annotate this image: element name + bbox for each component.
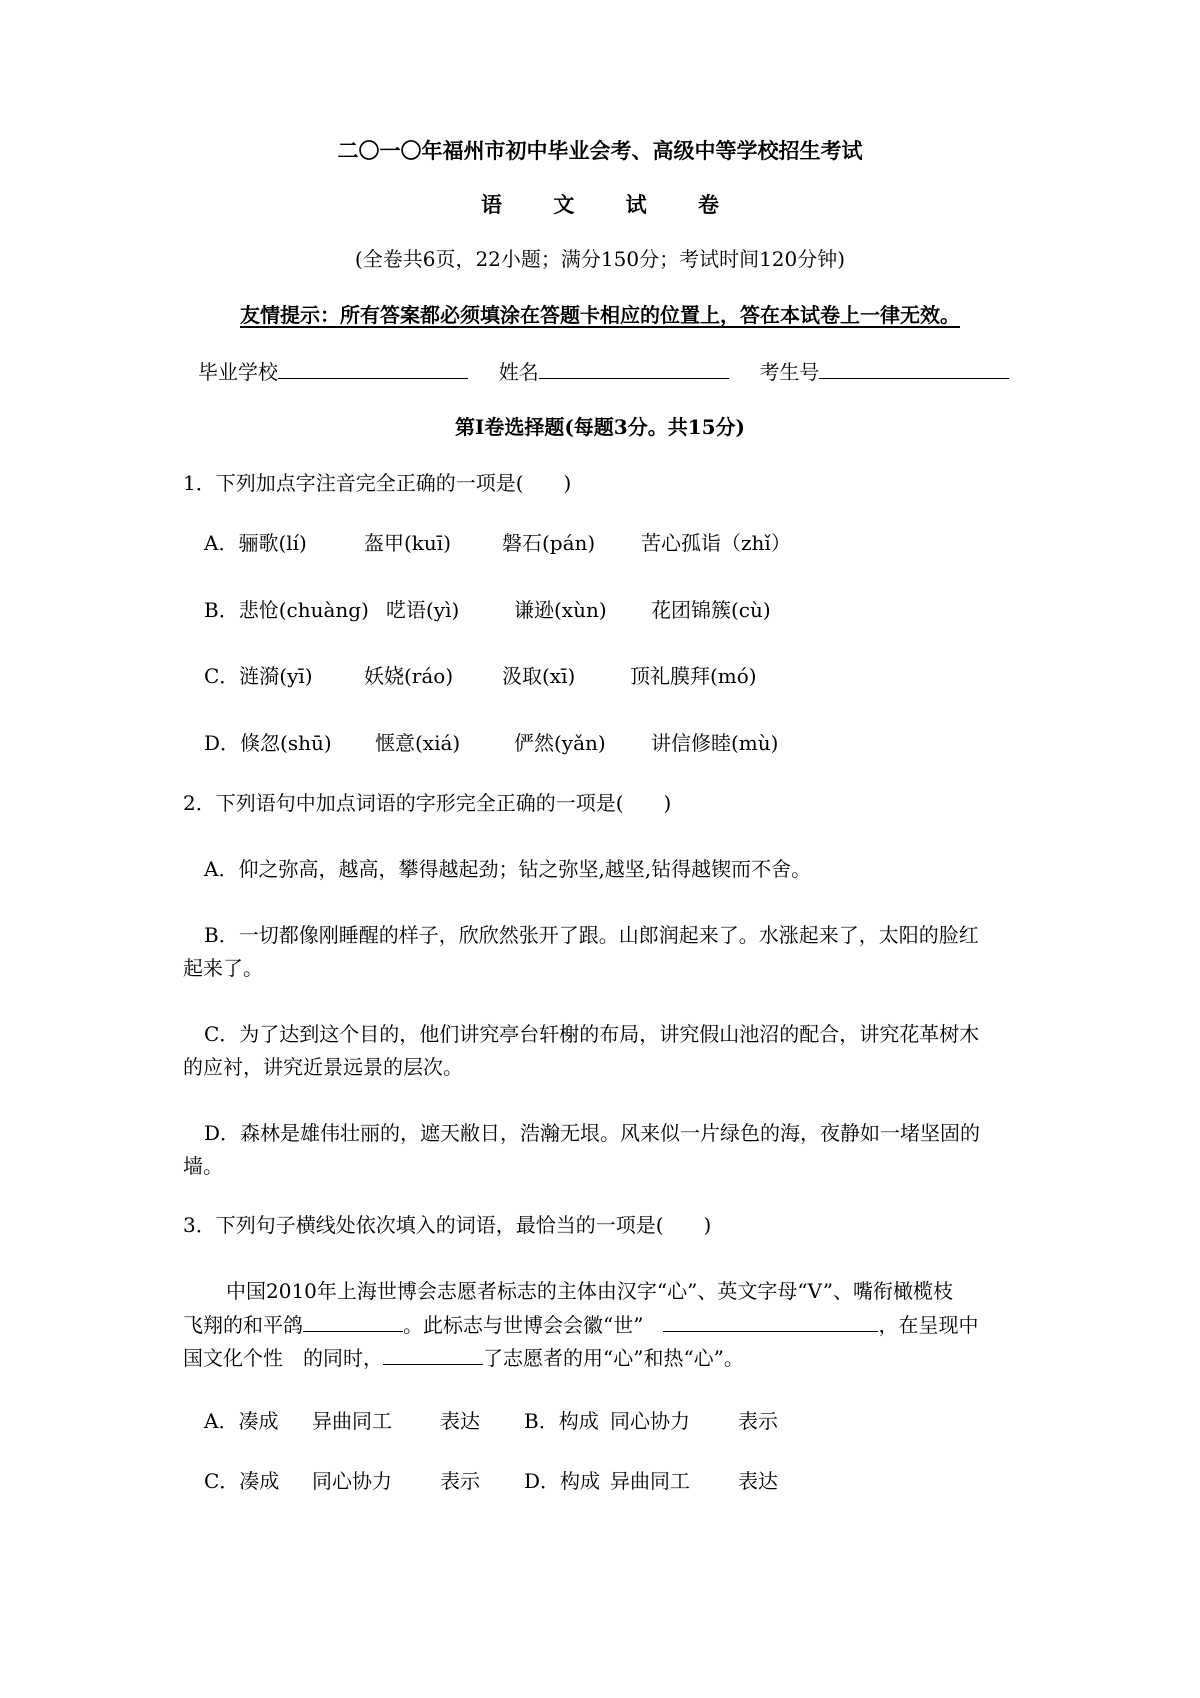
q3-option-c-2: 同心协力 — [312, 1469, 392, 1493]
q1-stem: 1．下列加点字注音完全正确的一项是( ) — [183, 471, 572, 495]
q3-passage-line2 — [183, 1311, 978, 1338]
school-blank[interactable] — [278, 358, 468, 379]
q3-blank-3[interactable] — [383, 1344, 483, 1365]
q2-option-c-line2: 的应衬，讲究近景远景的层次。 — [183, 1055, 463, 1079]
q1-option-d-3: 俨然(yǎn) — [514, 731, 606, 755]
q1-option-c-3: 汲取(xī) — [502, 664, 576, 688]
name-label: 姓名 — [498, 360, 539, 384]
q1-option-d-1: D．倏忽(shū) — [204, 731, 332, 755]
q3-blank-2[interactable] — [663, 1311, 878, 1332]
q1-option-c-1: C．涟漪(yī) — [204, 664, 313, 688]
q3-option-b-1: B．构成 — [524, 1409, 599, 1433]
q3-stem: 3．下列句子横线处依次填入的词语，最恰当的一项是( ) — [183, 1213, 712, 1237]
q1-option-d-2: 惬意(xiá) — [375, 731, 461, 755]
q3-passage-line3 — [183, 1344, 744, 1371]
q3-passage-text: 了志愿者的用“心”和热“心”。 — [483, 1346, 744, 1370]
q3-passage-text: ，在呈现中 — [878, 1313, 979, 1337]
exam-no-blank[interactable] — [819, 358, 1009, 379]
q3-passage-text: 飞翔的和平鸽 — [183, 1313, 303, 1337]
q1-option-b-1: B．悲怆(chuàng) — [204, 598, 369, 622]
q3-passage-line1: 中国2010年上海世博会志愿者标志的主体由汉字“心”、英文字母“V”、嘴衔橄榄枝 — [226, 1279, 953, 1303]
paper-subtitle: 语 文 试 卷 — [481, 192, 741, 217]
student-info-row — [198, 358, 1009, 385]
q2-option-b-line2: 起来了。 — [183, 956, 263, 980]
q3-passage-text: 。此标志与世博会会徽“世” — [403, 1313, 644, 1337]
section1-heading: 第Ⅰ卷选择题(每题3分。共15分) — [454, 415, 746, 439]
q3-option-c-1: C．凑成 — [204, 1469, 280, 1493]
q1-option-b-2: 呓语(yì) — [386, 598, 460, 622]
q1-option-c-4: 顶礼膜拜(mó) — [630, 664, 757, 688]
exam-info: (全卷共6页，22小题；满分150分；考试时间120分钟) — [354, 247, 846, 271]
q3-option-b-3: 表示 — [738, 1409, 778, 1433]
q1-option-a-3: 磐石(pán) — [502, 531, 596, 555]
q3-blank-1[interactable] — [303, 1311, 403, 1332]
q1-option-b-4: 花团锦簇(cù) — [651, 598, 771, 622]
q1-option-a-1: A．骊歌(lí) — [204, 531, 307, 555]
q3-passage-text: 国文化个性 的同时， — [183, 1346, 383, 1370]
q3-option-a-3: 表达 — [440, 1409, 480, 1433]
q3-option-c-3: 表示 — [440, 1469, 480, 1493]
q3-option-d-2: 异曲同工 — [610, 1469, 690, 1493]
exam-no-label: 考生号 — [759, 360, 820, 384]
q2-option-c-line1: C．为了达到这个目的，他们讲究亭台轩榭的布局，讲究假山池沼的配合，讲究花革树木 — [204, 1022, 980, 1046]
q1-option-b-3: 谦逊(xùn) — [514, 598, 607, 622]
exam-title: 二〇一〇年福州市初中毕业会考、高级中等学校招生考试 — [337, 138, 863, 163]
name-blank[interactable] — [539, 358, 729, 379]
q2-stem: 2．下列语句中加点词语的字形完全正确的一项是( ) — [183, 791, 672, 815]
q1-option-a-2: 盔甲(kuī) — [364, 531, 452, 555]
q3-option-d-1: D．构成 — [524, 1469, 601, 1493]
q1-option-a-4: 苦心孤诣（zhǐ） — [641, 531, 791, 555]
q3-option-a-2: 异曲同工 — [312, 1409, 392, 1433]
school-label: 毕业学校 — [198, 360, 278, 384]
warning-notice: 友情提示：所有答案都必须填涂在答题卡相应的位置上，答在本试卷上一律无效。 — [240, 303, 960, 327]
q3-option-a-1: A．凑成 — [204, 1409, 279, 1433]
q3-option-b-2: 同心协力 — [610, 1409, 690, 1433]
q2-option-b-line1: B．一切都像刚睡醒的样子，欣欣然张开了跟。山郎润起来了。水涨起来了，太阳的脸红 — [204, 923, 979, 947]
q2-option-a: A．仰之弥高，越高，攀得越起劲；钻之弥坚,越坚,钻得越锲而不舍。 — [204, 857, 812, 881]
q1-option-d-4: 讲信修睦(mù) — [651, 731, 779, 755]
q2-option-d-line2: 墙。 — [183, 1154, 223, 1178]
q3-option-d-3: 表达 — [738, 1469, 778, 1493]
q2-option-d-line1: D．森林是雄伟壮丽的，遮天敝日，浩瀚无垠。风来似一片绿色的海，夜静如一堵坚固的 — [204, 1121, 981, 1145]
q1-option-c-2: 妖娆(ráo) — [364, 664, 454, 688]
